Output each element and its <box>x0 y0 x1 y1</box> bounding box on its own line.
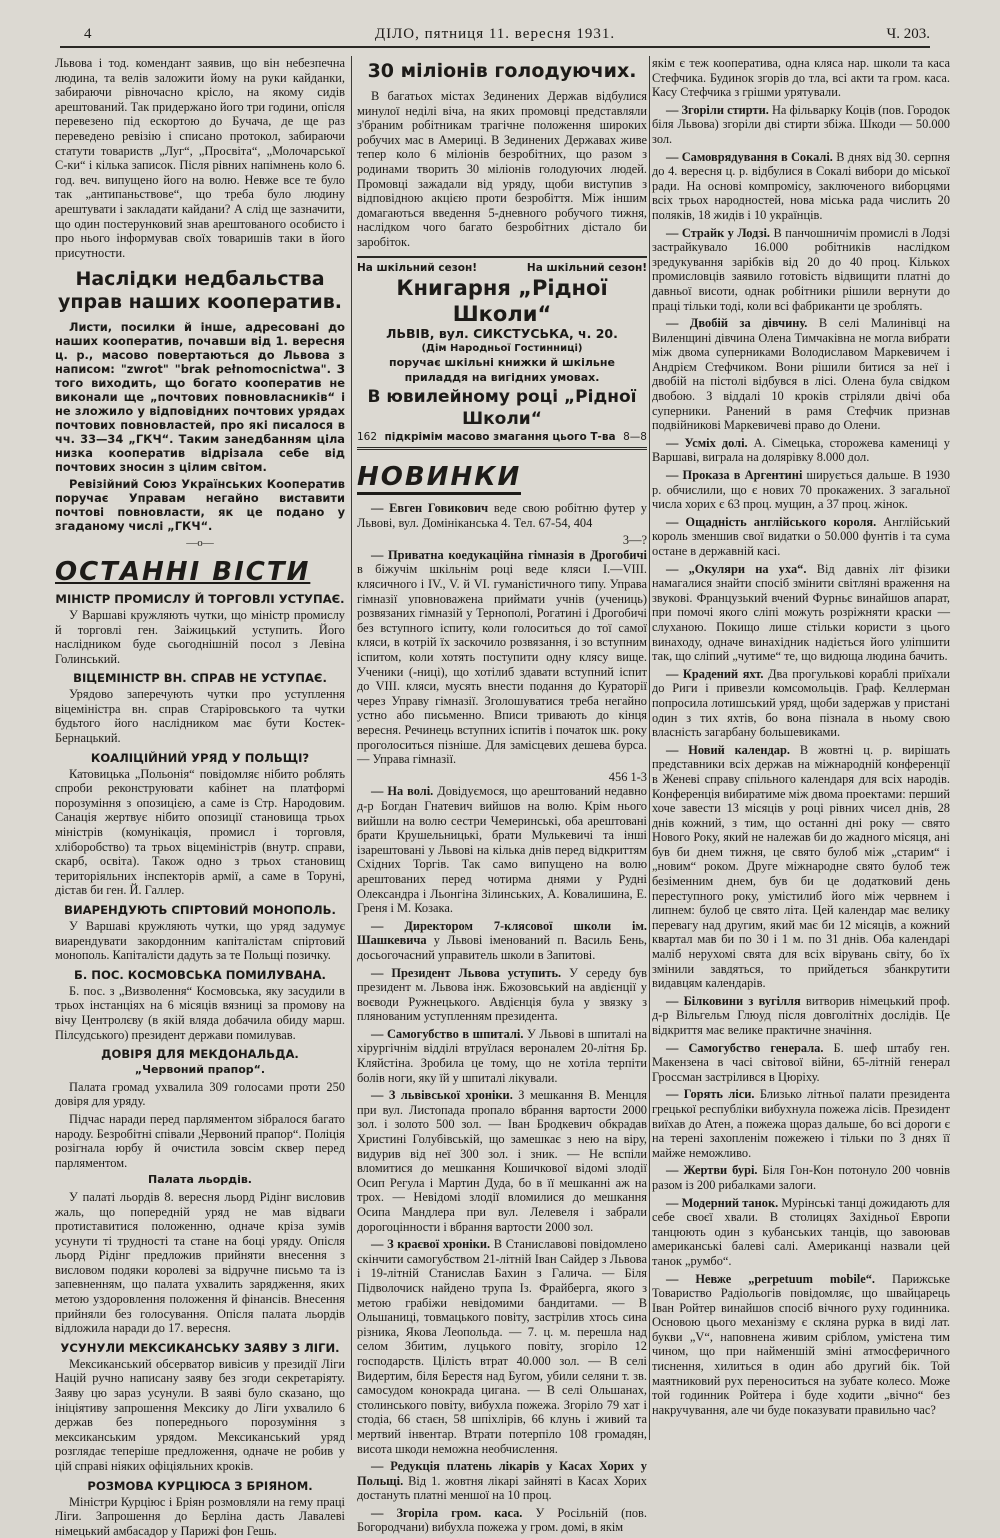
news-item-text: У Росільній (пов. Богородчани) вибухла пожежа у гром. домі, в якім <box>357 1505 647 1535</box>
subheadline: МІНІСТР ПРОМИСЛУ Й ТОРГОВЛІ УСТУПАЄ. <box>55 591 345 606</box>
news-item-text: В жовтні ц. р. вирішать представники всіх держав на міжнародній конференції в Женеві справу спільного календаря для всіх народів. Конференція вибиратиме між двома проектами: перший хоче завести 13 місяців у році рівних чисел днів, 28 днів кожний, з тим, що останні дні року — свято Нового Року, який не належав би до жадного місяця, ані був би днем тижня, це свято булоб між „старим“ і „новим“ роком. Друге міжнародне свято булоб теж безіменним днем, був би це додатковий день переступного року, умістилиб його між червнем і липнем: булоб це свято літа. Цей календар має велику перевагу над другим, який має би 12 місяців, а кожний квартал мав би по 30 і 1 м. по 31 днів. Оба календарі маліб нерухомі свята для всіх вірувань світу, бо їх змінили завдяться, то прийдеться збанкрутити видавцям календарів. <box>652 742 950 991</box>
subtitle: „Червоний прапор“. <box>134 1063 266 1077</box>
ad-footer <box>357 430 647 445</box>
news-item-text: Біля Гон-Кон потонуло 200 човнів разом із 200 рибалками залоги. <box>652 1163 951 1192</box>
news-item-lead: — „Окуляри на уха“. <box>666 561 807 576</box>
ad-season-left: На шкільний сезон! <box>357 261 478 274</box>
news-item-lead: — Усміх долі. <box>666 435 748 450</box>
news-item <box>652 226 950 314</box>
news-item <box>652 667 950 740</box>
column-3 <box>652 56 950 1440</box>
column-rule <box>649 56 650 1440</box>
news-item <box>652 743 950 991</box>
news-item-text: Б. шеф штабу ген. Макензена в часі світової війни, 65-літній генерал Гроссман застрілився в Цюріху. <box>652 1040 950 1084</box>
news-item-lead: — Самогубство генерала. <box>666 1040 824 1055</box>
ad-jubilee: В ювилейному році „Рідної Школи“ <box>367 386 637 429</box>
paragraph: Листи, посилки й інше, адресовані до наших кооператив, почавши від 1. вересня ц. р., масово повертаються до Львова з написом: "zwrot" "brak pełnomocnictwa". З того виходить, що богато кооператив не виконали ще „почтових повновласників“ і не зложило у відповідних почтових урядах почтових повновластей, про які писалося в чч. 33—34 „ГКЧ“. Таким занедбанням ціла низка кооператив відрізала себе від почтових зносин з цілим світом. <box>55 320 345 475</box>
news-item-lead: — Ощадність англійського короля. <box>666 514 877 529</box>
news-item-text: Довідуємося, що арештований недавно д-р Богдан Гнатевич вийшов на волю. Крім нього вийшли на волю сестри Чемеринські, оба арештовані брати Крушельницькі, брати Мулькевичі та інші ізарештовані у Львові на кілька днів перед відкриттям Східних Торгів. Так само випущено на волю арештованих перед чотирма днями у Рудні Олександра і Льонгіна Зілинських, А. Ковалишина, Е. Греня і М. Козака. <box>357 784 647 916</box>
subtitle: Палата льордів. <box>148 1173 252 1187</box>
paragraph: Міністри Курціюс і Бріян розмовляли на гему праці Ліги. Запрошення до Берліна дасть Лавалеві німецький амбасадор у Парижі фон Гешь. <box>55 1494 345 1538</box>
paragraph: Мексиканський обсерватор вивісив у президії Ліги Націй ручно написану заяву без згоди секретаріяту. Заяву цю зараз усунули. В заяві було сказано, що ініціятиву запрошення Мексику до Ліги ухвалило 6 держав без попереднього порозуміння з мексиканським урядом. Мексиканський уряд розглядає теперіше предложення, одначе не робив у цій справі ніяких офіціяльних кроків. <box>55 1356 345 1473</box>
subheadline: ВИАРЕНДУЮТЬ СПІРТОВИЙ МОНОПОЛЬ. <box>64 903 336 917</box>
news-item <box>357 501 647 530</box>
bookstore-ad <box>357 256 647 451</box>
ad-slogan: підкрімім масово змагання цього Т-ва <box>384 430 616 443</box>
news-item-lead: — На волі. <box>371 784 434 799</box>
ad-code: 3—? <box>622 533 647 548</box>
news-item-text: Від 1. жовтня лікарі зайняті в Касах Хорих достануть платні меншої на 10 проц. <box>357 1473 647 1503</box>
news-item <box>652 1272 950 1418</box>
news-item-lead: — Згоріли стирти. <box>666 102 769 117</box>
news-item <box>652 994 950 1038</box>
news-item <box>652 1087 950 1160</box>
headline: 30 міліонів голодуючих. <box>367 60 637 82</box>
news-items <box>652 103 950 1418</box>
news-item-text: Два прогулькові кораблі приїхали до Риги і привезли комсомольців. Граф. Келлерман попросила лотишський уряд, щоби задержав у пристані один з тих яхтів, бо вона пізнала в ньому свою власність загарбану большевиками. <box>652 666 950 740</box>
news-item <box>357 1459 647 1503</box>
news-item-text: Парижське Товариство Радіольогів повідомляє, що швайцарець Іван Ройтер винайшов спосіб вічного руху годинника. Основою цього механізму є скляна рурка в виді лат. букви „V“, наповнена живим сріблом, умістена тим чином, що при найменшій зміні атмосферичного тиснення, хилиться в один або другий бік. Той маятниковий рух переноситься на зубате колесо. Може той годинник Ройтера і буде ходити „вічно“ без накручування, але чи буде показувати правильно час? <box>652 1271 950 1417</box>
news-item <box>652 316 950 433</box>
section-title: ОСТАННІ ВІСТИ <box>55 556 311 587</box>
news-item-lead: — Страйк у Лодзі. <box>666 225 771 240</box>
news-item <box>357 1506 647 1535</box>
news-item-text: в біжучім шкільнім році веде кляси I.—VIII. клясичного і IV., V. й VI. гуманістичного типу. Управа гімназії уповноважена приймати учнів (учениць) розвязаних гімназій у Тернополі, Рогатині і Дрогобичі без вступного іспиту, коли голоситься до тої самої кляси, в котрій їх заскочило розвязання, і зо вступним іспитом, коли хотять поступити одну клясу вище. Ученики (-ниці), що хотілиб здавати вступний іспит до VIII. кляси, мусять внести подання до Кураторії через Управу гімназії. Зголошуватися треба негайно устно або письменно. Вписи тривають до кінця вересня. Речинець вступних іспитів і початок шк. року проголоситься пізніше. Для замісцевих дешева бурса. — Управа гімназії. <box>357 562 647 767</box>
news-item <box>652 468 950 512</box>
separator: —o— <box>186 537 214 550</box>
paragraph: У палаті льордів 8. вересня льорд Рідінг висловив жаль, що попередній уряд не мав відваги протиставитися положенню, одначе кріза зумів усунути ті трудності та стане на боці уряду. Опісля льорд Рідінг предложив прийняти внесення з висловом подяки королеві за відручне письмо та із запевненням, що палата ухвалить зарядження, яких метою уздоровлення положення й фінансів. Внесення прийняли без голосування. Опісля палата льордів відложила наради до 17. вересня. <box>55 1189 345 1336</box>
news-item-lead: — Модерний танок. <box>666 1195 779 1210</box>
news-item-lead: — Новий календар. <box>666 742 790 757</box>
news-items <box>357 501 647 1535</box>
column-2 <box>357 56 648 1535</box>
paragraph: Ревізійний Союз Українських Кооператив поручає Управам негайно виставити почтові повновласти, як це подано у згаданому числі „ГКЧ“. <box>55 477 345 534</box>
news-item <box>357 1237 647 1456</box>
news-item <box>652 1041 950 1085</box>
paragraph: В багатьох містах Зединених Держав відбулися минулої неділі віча, на яких промовці представляли з'браним робітникам трагічне положення широких робучих мас в Америці. В Зединених Державах живе тепер коло 6 міліонів безробітних, що разом з родинами творить 30 міліонів голодуючих людей. Промовці зажадали від уряду, щоби виступив з відповідною акцією проти безробіття. Між іншим домагаються введення 5-дневного робучого тижня, наслідком чого багато безробітних дістало би заробіток. <box>357 89 647 249</box>
news-item-text: В панчошничім промислі в Лодзі застрайкувало 16.000 робітників наслідком зредукування зарібків від 20 до 40 проц. Кількох промисловців заявило готовість відвищити платні до давньої висоти, однак робітники рішили вернути до праці тільки тоді, коли всі фабриканти це зроблять. <box>652 225 951 313</box>
news-item-text: В днях від 30. серпня до 4. вересня ц. р. відбулися в Сокалі вибори до міської ради. На основі компромісу, заключеного виборцями всіх трьох народностей, нова міська рада числить 20 поляків, 18 жидів і 10 українців. <box>652 149 950 222</box>
news-item-text: У середу був президент м. Львова інж. Бжозовський на авдієнції у воєводи Ружнецького. Авдієнція була у звязку з плянованим уступленням президента. <box>357 965 647 1024</box>
news-item <box>652 436 950 465</box>
masthead-date: ДІЛО, пятниця 11. вересня 1931. <box>374 26 616 42</box>
column-rule <box>351 56 352 1440</box>
page-header <box>60 24 930 48</box>
news-item <box>357 1027 647 1085</box>
news-item <box>652 103 950 147</box>
news-item-text: у Львові іменований п. Василь Бень, досьогочасний управитель школи в Запитові. <box>357 933 647 962</box>
page-number: 4 <box>84 26 92 42</box>
news-item-lead: — З львівської хроніки. <box>371 1088 513 1103</box>
news-item-text: Англійський король зменшив свої видатки о 50.000 фунтів і та сума остане в державній касі. <box>652 514 950 558</box>
news-item-text: Від давніх літ фізики намагалися знайти спосіб змінити світляні враження на звукові. Французький вчений Фурньє винайшов апарат, при помочі якого сліпі можуть розріжняти краски — слуханою. Покищо лише стільки користи з цього винаходу, одначе винахідник надіється його уліпшити так, що сліпий „чутиме“ те, що видюща людина бачить. <box>652 561 950 664</box>
news-item <box>652 1196 950 1269</box>
ad-season-right: На шкільний сезон! <box>526 261 647 274</box>
news-item-text: В Станиславові повідомлено скінчити самогубством 21-літній Іван Сайдер з Львова і 19-літній Станислав Бахин з Галича. — Біля Підволочиск найдено трупа Із. Фрайберга, якого з метою грабіжи невідомими бандитами. — В Ольшаниці, товмацького повіту, застрілив хтось сина різника, Якова Леопольда. — 7. ц. м. перешла над селом Збитим, луцького повіту, згоріло 12 господарств. Цілість втрат 40.000 зол. — В селі Видертим, біля Берестя над Бугом, убили селяни т. зв. самосудом конокрада цигана. — В селі Ольшанах, столинського повіту, вибухла пожежа. Згоріло 79 хат і стодіа, 66 стаєн, 58 шпіхлірів, 66 клунь і живий та мертвий інвентар. Втрати потерпіло 108 громадян, висота шкоди неможна необчислення. <box>357 1237 647 1456</box>
subheadline: УСУНУЛИ МЕКСИКАНСЬКУ ЗАЯВУ З ЛІГИ. <box>60 1340 340 1355</box>
subheadline: ВІЦЕМІНІСТР ВН. СПРАВ НЕ УСТУПАЄ. <box>73 671 327 686</box>
ad-code: 456 1-3 <box>608 769 647 784</box>
paragraph: Урядово заперечують чутки про уступлення віцеміністра вн. справ Старіровського та чутки будьтого його наслідником має бути Костек-Бернацький. <box>55 687 345 746</box>
headline: Наслідки недбальства управ наших кооператив. <box>58 268 342 314</box>
ad-address: ЛЬВІВ, вул. СИКСТУСЬКА, ч. 20. <box>386 326 618 342</box>
news-item-text: витворив німецький проф. д-р Вільгельм Глюуд після довголітніх дослідів. Це відкриття має велике практичне значіння. <box>652 993 950 1037</box>
paragraph: Катовицька „Польонія“ повідомляє нібито роблять спроби реконструювати кабінет на платформі порозуміння з опозицією, а саме із Стр. Народовим. Санація жертвує нібито опозиції становища трьох міністрів (комунікація, промисл і торговля, хліборобство) та трьох віцеміністрів (внутр. справи, скарб, освіта). Також одно з трьох становищ територіяльних інспекторів армії, а саме в Торуні, дістав би ген. Й. Галлер. <box>55 766 345 898</box>
news-item-lead: — Самоврядування в Сокалі. <box>666 149 833 164</box>
subheadline: КОАЛІЦІЙНИЙ УРЯД У ПОЛЬЩІ? <box>90 750 310 765</box>
news-item-lead: — Горять ліси. <box>666 1087 755 1102</box>
news-item-lead: — Редукція платень лікарів у Касах Хорих у Польщі. <box>357 1459 647 1488</box>
ad-code-left: 162 <box>357 430 378 443</box>
news-item-text: У Львові в шпиталі на хірургічнім відділі втруїлася вероналем 20-літня Бр. Кляйстіна. Зробила це тому, що не хотіла терпіти болів ноги, яку їй у шпиталі лікували. <box>357 1026 647 1085</box>
paragraph: Підчас наради перед парляментом зібралося багато народу. Безробітні співали „Червоний прапор“. Поліція розігнала юрбу й очистила зовсім сквер перед парляментом. <box>55 1111 345 1170</box>
column-1 <box>55 56 345 1538</box>
news-item-lead: — Проказа в Аргентині <box>666 468 803 483</box>
news-item-lead: — Крадений яхт. <box>666 666 764 681</box>
news-item <box>652 515 950 559</box>
news-item-lead: — Двобій за дівчину. <box>666 316 808 331</box>
news-item-lead: — Самогубство в шпиталі. <box>371 1026 524 1041</box>
news-item <box>652 150 950 223</box>
ad-top-row <box>357 261 647 276</box>
section-title: НОВИНКИ <box>357 462 521 495</box>
news-item <box>357 1088 647 1234</box>
news-item-text: З мешкання В. Менцля при вул. Листопада пропало вбрання вартости 2000 зол. і золото 500 зол. — Іван Бродкевич обкрадав Христині Голубівській, що замешкає з нею на віру, видурив від неї 300 зол. і зник. — Не вспіли вломитися до мешкання Кошичкової відомі злодії Осип Регула і Мартин Дуда, бо в її мешканні аж на трох. — Невідомі злодії вломилися до мешкання Осипа Мандлера при вул. Лелевеля і забрали дорогоцінности і вбрання вартости 2000 зол. <box>357 1088 648 1234</box>
paragraph: Палата громад ухвалила 309 голосами проти 250 довіря для уряду. <box>55 1079 345 1109</box>
issue-number: Ч. 203. <box>886 26 930 42</box>
news-item-text: Близько літньої палати президента грецької республіки вибухнула пожежа лісів. Президент виїхав до Атен, а пожежа щораз дальше, бо всі дороги є на терені захопленім пожежею і тільки по 3 днях її майже неможливо. <box>652 1087 950 1160</box>
news-item-lead: — Приватна коедукаційна гімназія в Дрогобичі <box>371 547 647 562</box>
news-item-lead: — Жертви бурі. <box>666 1163 758 1178</box>
paragraph: Львова і тод. комендант заявив, що він небезпечна людина, та велів заложити йому на руки кайданки, забираючи рівночасно крісло, на якому сидів арештований. Так придержано його три години, опісля перевезено під ескортою до Бучача, де ще раз переведено ревізію і списано протокол, забираючи статути товариств „Луг“, „Просвіта“, „Молочарської С-ки“ і кілька записок. Після рівних напімнень коло 6. год. веч. випущено його на волю. Невже все те було так „антипаньствове“, що треба було людину арештувати і закладати кайдани? А слід ще зазначити, що один постерунковий знав арештованого особисто і про нього інформував своїх товаришів таки в його присутности. <box>55 56 345 260</box>
ad-offer: поручає шкільні книжки й шкільне приладдя на вигідних умовах. <box>389 356 615 384</box>
news-item-lead: — З краєвої хроніки. <box>371 1237 491 1252</box>
news-item-lead: — Директором 7-клясової школи ім. Шашкевича <box>357 918 647 948</box>
ad-code-right: 8—8 <box>623 430 647 443</box>
news-item-lead: — Евген Говикович <box>371 501 489 516</box>
paragraph: якім є теж кооператива, одна кляса нар. школи та каса Стефчика. Будинок згорів до тла, всі акти та гром. каса. Касу Стефчика з грішми урятували. <box>652 56 950 100</box>
subheadline: ДОВІРЯ ДЛЯ МЕКДОНАЛЬДА. <box>101 1047 299 1062</box>
ad-house: (Дім Народньої Гостинниці) <box>421 342 583 354</box>
news-item-text: ширується дальше. В 1930 р. обчислили, що є нових 70 прокажених. З загальної числа хорих є 63 проц. мущин, а 37 проц. жінок. <box>652 468 950 512</box>
news-item-text: Мурінські танці дожидають для себе своєї хвали. В столицях Західньої Европи танцюють один з кубанських танців, що завоював американські балеві салі. Американці назвали цей танок „румбо“. <box>652 1195 950 1268</box>
ad-title: Книгарня „Рідної Школи“ <box>396 276 608 327</box>
subheadline: РОЗМОВА КУРЦІЮСА З БРІЯНОМ. <box>87 1478 313 1493</box>
news-item <box>357 966 647 1024</box>
news-item-lead: — Білковини з вугілля <box>666 993 801 1008</box>
news-item-text: В селі Малинівці на Виленщині дівчина Олена Тимчаківна не могла вибрати між двома суперниками Володиславом Маркевичем і Андрієм Стефчиком. Вони рішили битися за неї і двобій на пістолі відбувся в лісі. Олена була свідком двобою. З віддалі 10 кроків стріляли двічі оба суперники. Ранений в рамя Стефчик признав подвійникові Маркевичеві право до Олени. <box>652 316 950 433</box>
subheadline: Б. ПОС. КОСМОВСЬКА ПОМИЛУВАНА. <box>74 967 326 982</box>
news-item <box>357 548 647 767</box>
news-item-lead: — Президент Львова уступить. <box>371 965 562 980</box>
news-item-lead: — Згоріла гром. каса. <box>371 1505 523 1520</box>
paragraph: Б. пос. з „Визволення“ Космовська, яку засудили в трьох інстанціях на 6 місяців вязниці за промову на вічу Центролєву (в якій вляда добачила обиду марш. Пілсудського) президент держави помилував. <box>55 983 345 1042</box>
news-item <box>357 784 647 915</box>
news-item <box>652 562 950 664</box>
paragraph: У Варшаві кружляють чутки, що міністр промислу й торговлі ген. Заіжицький уступить. Його наслідником буде сьогоднішній посол з Левіна Голинський. <box>55 607 345 666</box>
news-item-text: А. Сімецька, сторожева камениці у Варшаві, виграла на долярівку 8.000 дол. <box>652 435 950 465</box>
news-item <box>652 1163 950 1192</box>
news-item-lead: — Невже „perpetuum mobile“. <box>666 1271 875 1286</box>
news-item <box>357 919 647 963</box>
news-item-text: На фільварку Коців (пов. Городок біля Львова) згоріли дві стирти збіжа. Шкоди — 50.000 зол. <box>652 102 950 146</box>
news-item-text: веде свою робітню футер у Львові, вул. Домініканська 4. Тел. 67-54, 404 <box>357 501 647 530</box>
paragraph: У Варшаві кружляють чутки, що уряд задумує виарендувати закордонним капіталістам спіртовий монополь. Капіталісти дадуть за те Польщі позичку. <box>55 919 345 963</box>
